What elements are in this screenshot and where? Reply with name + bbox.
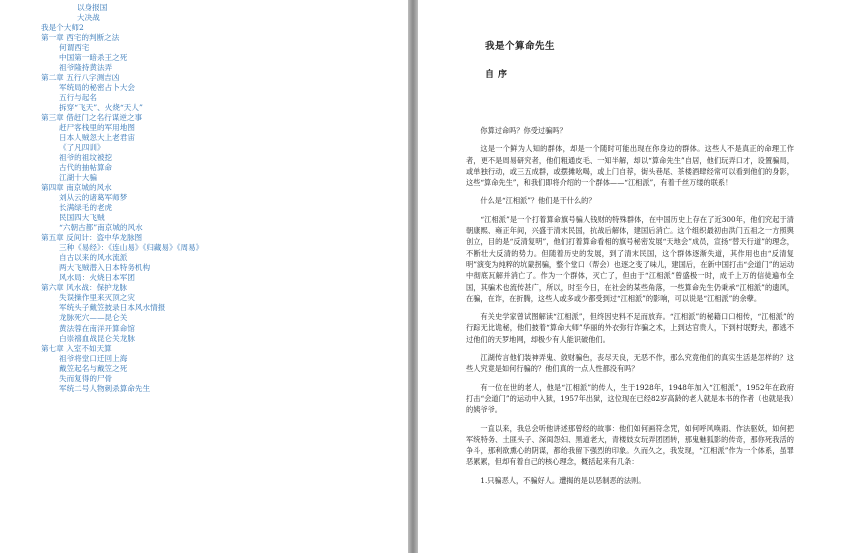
toc-chapter-link[interactable]: 第七章 入室不如天算 <box>41 343 112 353</box>
toc-section-link[interactable]: 长满绿毛的老虎 <box>59 203 113 213</box>
body-paragraph: 江湖传言他们装神弄鬼、敛财骗色，丧尽天良，无恶不作，那么究竟他们的真实生活是怎样的？这些人究竟是如何行骗的？他们真的一点人性都没有吗？ <box>466 353 794 374</box>
body-paragraph: 你算过命吗？你受过骗吗？ <box>480 126 567 135</box>
book-title: 我是个算命先生 <box>485 41 556 52</box>
toc-section-link[interactable]: 江湖十大骗 <box>59 173 97 183</box>
toc-section-link[interactable]: 何谓西宅 <box>59 43 90 53</box>
toc-section-link[interactable]: “六朝古都”南京城的风水 <box>59 223 143 233</box>
toc-section-link[interactable]: 失误操作里来灭顶之灾 <box>59 293 135 303</box>
toc-chapter-link[interactable]: 第六章 风水战：保护龙脉 <box>41 283 127 293</box>
body-paragraph: 有一位在世的老人，他是“江相派”的传人，生于1928年，1948年加入“江相派”，1952年在政府打击“会道门”的运动中入狱，1957年出狱，这位现在已经82岁高龄的老人就是本书的作者（也就是我）的姨爷爷。 <box>466 382 794 415</box>
toc-section-link[interactable]: 黄法蓉在南洋开算命馆 <box>59 323 135 333</box>
body-paragraph: 有关史学家曾试图解读“江相派”，但终因史料不足而放弃。“江相派”的秘籍口口相传，“江相派”的行踪无比诡秘，他们披着“算命大师”华丽的外衣弥行诈骗之术，上到达官贵人，下到村氓野夫，都逃不过他们的天罗地网，却极少有人能识破他们。 <box>466 312 794 344</box>
toc-section-link[interactable]: 两大飞贼潜入日本特务机构 <box>59 263 151 273</box>
toc-section-link[interactable]: 古代的抽帖算命 <box>59 163 113 173</box>
toc-section-link[interactable]: 白崇禧血战昆仑关龙脉 <box>59 333 135 343</box>
body-paragraph: 什么是“江相派”？他们是干什么的？ <box>480 196 596 206</box>
toc-section-link[interactable]: 三种《易经》：《连山易》《归藏易》《周易》 <box>59 243 204 253</box>
body-paragraph: 一直以来，我总会听他讲述那曾经的故事：他们如何画符念咒，如何呼风唤雨、作法驱妖，如何把军统特务、土匪头子、深闺怨妇、黑道老大，青楼妓女玩弄团团转，那鬼魅狐影的传奇，那你死我活的争斗，那利欲熏心的阴谋，都给我留下强烈的印象。久而久之，我发现，“江相派”作为一个体系，虽罪恶累累，但却有着自己的核心理念，概括起来有几条： <box>466 423 794 467</box>
toc-section-link[interactable]: 刘从云的诸葛军师梦 <box>59 193 128 203</box>
toc-section-link[interactable]: 民国四大飞贼 <box>59 213 105 223</box>
toc-chapter-link[interactable]: 第二章 五行八字测吉凶 <box>41 73 120 83</box>
toc-section-link[interactable]: 戴笠起名与戴笠之死 <box>59 363 128 373</box>
document-body <box>466 125 794 493</box>
chapter-title: 自序 <box>485 70 512 80</box>
toc-section-link[interactable]: 龙脉死穴——昆仑关 <box>59 313 128 323</box>
toc-chapter-link[interactable]: 第三章 借赶门之名行谋逆之事 <box>41 113 143 123</box>
body-paragraph: 1.只骗恶人，不骗好人。遭揭的是以恶制恶的法则。 <box>480 475 646 485</box>
pane-divider[interactable] <box>408 0 418 553</box>
body-paragraph: 这是一个鲜为人知的群体，却是一个随时可能出现在你身边的群体。这些人不是真正的命理工作者，更不是周易研究者，他们粗通皮毛、一知半解，却以“算命先生”自居，他们玩弄口才，设置骗局，或单独行动，或三五成群，或摆摊吆喝，或上门自荐，街头巷尾、茶楼酒肆经常可以看到他们的身影，这些“算命先生”，和我们即将介绍的一个群体——“江相派”，有着千丝万缕的联系！ <box>466 144 794 188</box>
toc-section-link[interactable]: 赶尸客栈里的军用地图 <box>59 123 135 133</box>
toc-section-link[interactable]: 军统头子戴笠披录日本风水情报 <box>59 303 166 313</box>
body-paragraph: “江相派”是一个打着算命旗号骗人钱财的特殊群体，在中国历史上存在了近300年，他们究起于清朝康熙、雍正年间，兴盛于清末民国，抗战后解体，建国后消亡。这个组织最初由洪门五祖之一方照舆创立，目的是“反清复明”，他们打着算命看相的旗号秘密发展“天地会”成员，宣扬“替天行道”的理念，不断壮大反清的势力。但随着历史的发展，到了清末民国，这个群体逐渐失道，其作用也由“反清复明”演变为纯粹的坑蒙拐骗，整个堂口（帮会）也逐之变了味儿，建国后，在新中国打击“会道门”的运动中彻底瓦解并消亡了。作为一个群体，灭亡了，但由于“江相派”曾盛极一时，成千上万的信徒遍布全国，其骗术也流传甚广，所以，时至今日，在社会的某些角落，一些算命先生仍秉承“江相派”的遗风，在骗，在诈，在折腾，这些人或多或少都受到过“江相派”的影响，可以说是“江相派”的余孽。 <box>466 214 794 303</box>
toc-chapter-link[interactable]: 第五章 反间计：盗中华龙脉图 <box>41 233 143 243</box>
toc-section-link[interactable]: 自古以来的风水流派 <box>59 253 128 263</box>
toc-section-link[interactable]: 中国第一暗杀王之死 <box>59 53 128 63</box>
toc-chapter-link[interactable]: 我是个大师2 <box>41 23 84 33</box>
toc-section-link[interactable]: 军统二号人物刺杀算命先生 <box>59 383 151 393</box>
table-of-contents <box>0 0 408 553</box>
toc-section-link[interactable]: 日本人贼忽大上老君宙 <box>59 133 135 143</box>
toc-section-link[interactable]: 《了凡四训》 <box>59 143 105 153</box>
toc-list <box>0 3 408 394</box>
toc-section-link[interactable]: 风水局：火烧日本军团 <box>59 273 135 283</box>
toc-section-link[interactable]: 拆穿“飞天”、火烧“天人” <box>59 103 143 113</box>
toc-section-link[interactable]: 以身报国 <box>77 3 108 12</box>
toc-section-link[interactable]: 五行与起名 <box>59 93 97 103</box>
toc-section-link[interactable]: 军统局的秘密占卜大会 <box>59 83 135 93</box>
document-page <box>418 0 845 553</box>
toc-section-link[interactable]: 祖爷的祖坟被挖 <box>59 153 113 163</box>
toc-section-link[interactable]: 祖爷隆持黄法弄 <box>59 63 113 73</box>
toc-chapter-link[interactable]: 第一章 西宅的判断之法 <box>41 33 120 43</box>
toc-section-link[interactable]: 失而复得的尸骨 <box>59 373 113 383</box>
toc-section-link[interactable]: 祖爷将堂口迁回上海 <box>59 353 128 363</box>
toc-chapter-link[interactable]: 第四章 南京城的风水 <box>41 183 112 193</box>
toc-section-link[interactable]: 大决战 <box>77 13 100 23</box>
